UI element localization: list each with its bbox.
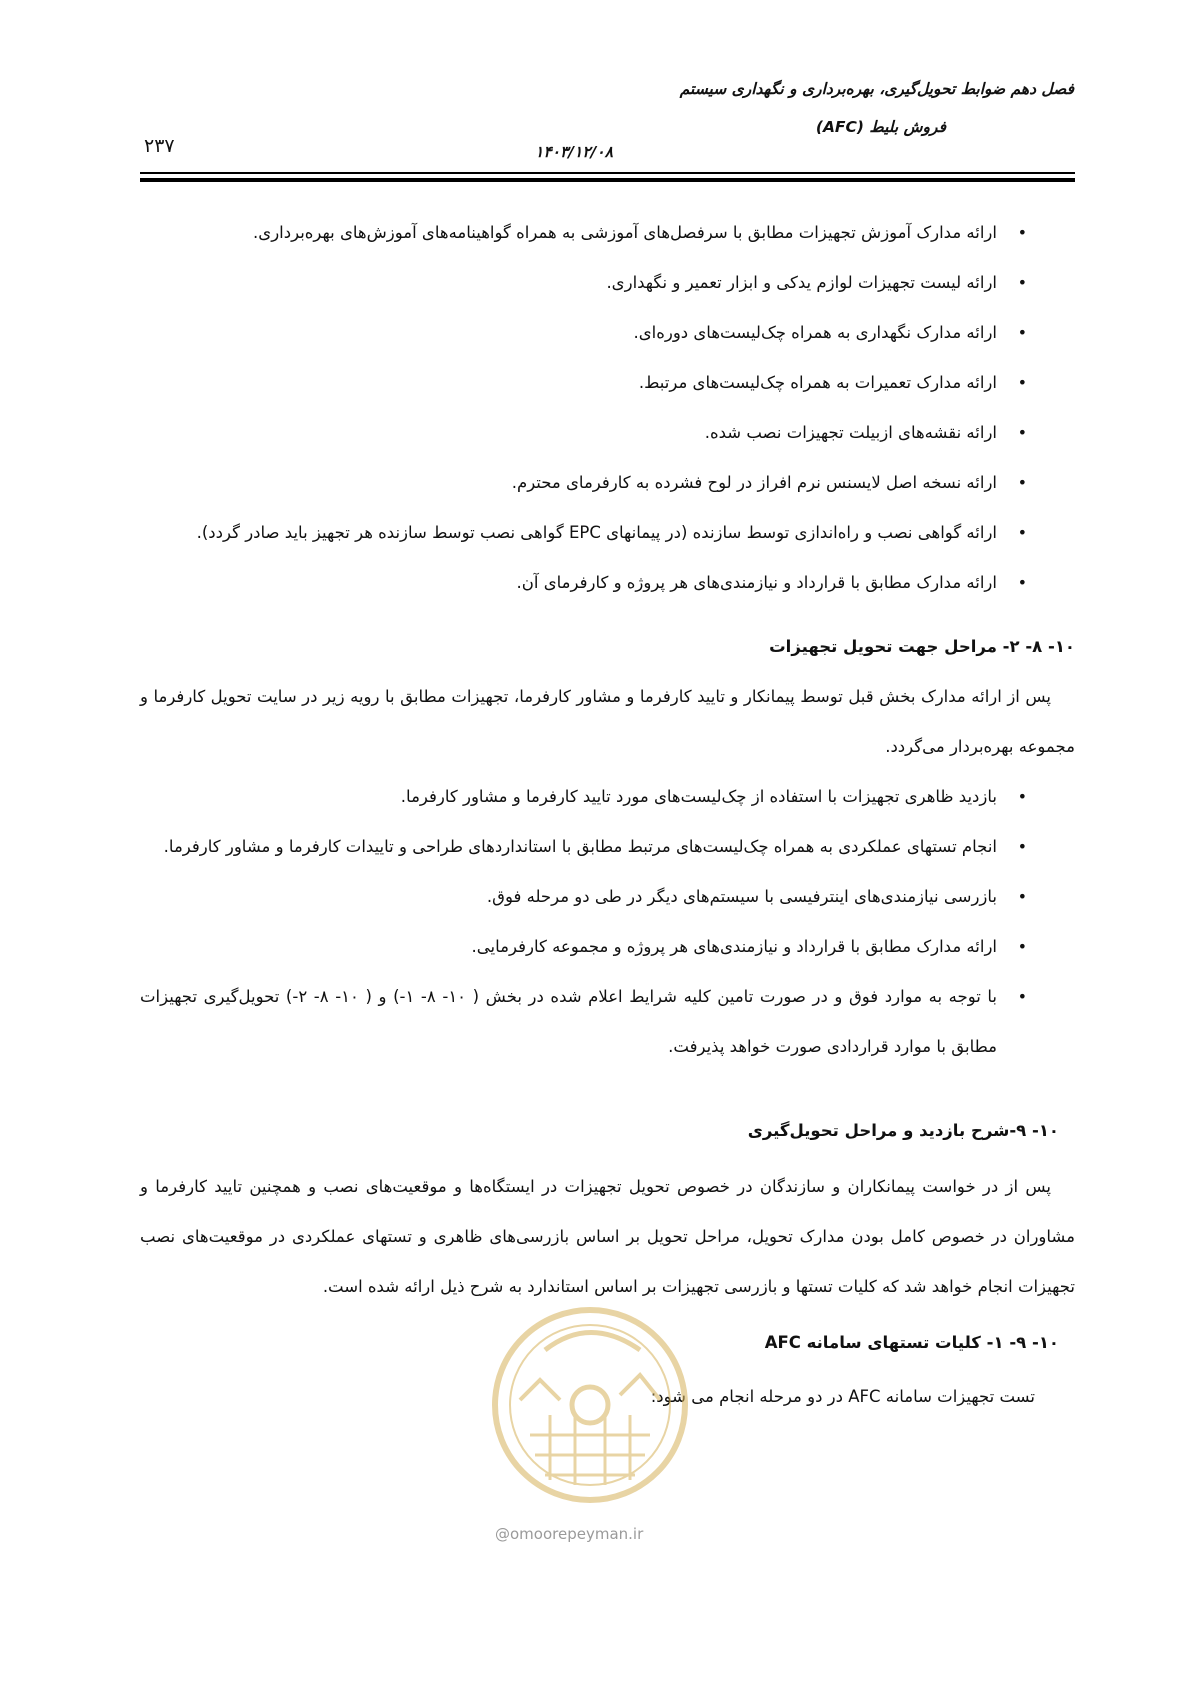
section-heading-10-8-2: ۱۰- ۸- ۲- مراحل جهت تحویل تجهیزات <box>769 637 1075 656</box>
section-heading-10-9: ۱۰- ۹-شرح بازدید و مراحل تحویل‌گیری <box>747 1121 1059 1140</box>
list-item: • ارائه مدارک تعمیرات به همراه چک‌لیست‌های مرتبط. <box>140 358 1075 408</box>
list-item: • ارائه مدارک آموزش تجهیزات مطابق با سرفصل‌های آموزشی به همراه گواهینامه‌های آموزش‌های بهره‌برداری. <box>140 208 1075 258</box>
header-subtitle: فروش بلیط (AFC) <box>815 118 946 136</box>
list-item: • بازرسی نیازمندی‌های اینترفیسی با سیستم‌های دیگر در طی دو مرحله فوق. <box>140 872 1075 922</box>
list-item: • ارائه گواهی نصب و راه‌اندازی توسط سازنده (در پیمانهای EPC گواهی نصب توسط سازنده هر تجهیز باید صادر گردد). <box>140 508 1075 558</box>
watermark-site: @omoorepeyman.ir <box>495 1525 644 1543</box>
section-paragraph-10-9: پس از در خواست پیمانکاران و سازندگان در خصوص تحویل تجهیزات در ایستگاه‌ها و موقعیت‌های نصب و همچنین تایید کارفرما و مشاوران در خصوص کامل بودن مدارک تحویل، مراحل تحویل بر اساس بازرسی‌های ظاهری و تستهای عملکردی در موقعیت‌های نصب تجهیزات انجام خواهد شد که کلیات تستها و بازرسی تجهیزات بر اساس استاندارد به شرح ذیل ارائه شده است. <box>140 1177 1075 1296</box>
header-chapter-title: فصل دهم ضوابط تحویل‌گیری، بهره‌برداری و نگهداری سیستم <box>679 80 1074 98</box>
page-content <box>140 208 1075 1422</box>
list-item: • بازدید ظاهری تجهیزات با استفاده از چک‌لیست‌های مورد تایید کارفرما و مشاور کارفرما. <box>140 772 1075 822</box>
header-date: ۱۴۰۳/۱۲/۰۸ <box>535 143 613 161</box>
section-heading-10-9-1: ۱۰- ۹- ۱- کلیات تستهای سامانه AFC <box>764 1333 1059 1352</box>
list-item: • انجام تستهای عملکردی به همراه چک‌لیست‌های مرتبط مطابق با استانداردهای طراحی و تاییدات کارفرما و مشاور کارفرما. <box>140 822 1075 872</box>
section-paragraph-10-8-2: پس از ارائه مدارک بخش قبل توسط پیمانکار و تایید کارفرما و مشاور کارفرما، تجهیزات مطابق با رویه زیر در سایت تحویل کارفرما و مجموعه بهره‌بردار می‌گردد. <box>140 687 1075 756</box>
list-item: • ارائه مدارک نگهداری به همراه چک‌لیست‌های دوره‌ای. <box>140 308 1075 358</box>
delivery-steps-list <box>140 772 1075 1072</box>
list-item: • با توجه به موارد فوق و در صورت تامین کلیه شرایط اعلام شده در بخش ( ۱۰- ۸- ۱-) و ( ۱۰- ۸- ۲-) تحویل‌گیری تجهیزات مطابق با موارد قراردادی صورت خواهد پذیرفت. <box>140 972 1075 1072</box>
list-item: • ارائه نقشه‌های ازبیلت تجهیزات نصب شده. <box>140 408 1075 458</box>
list-item: • ارائه مدارک مطابق با قرارداد و نیازمندی‌های هر پروژه و مجموعه کارفرمایی. <box>140 922 1075 972</box>
watermark-seal-icon <box>490 1305 690 1505</box>
list-item: • ارائه نسخه اصل لایسنس نرم افراز در لوح فشرده به کارفرمای محترم. <box>140 458 1075 508</box>
page-number: ۲۳۷ <box>144 135 175 157</box>
header-rule-thin <box>140 172 1075 174</box>
deliverables-list <box>140 208 1075 608</box>
section-paragraph-10-9-1: تست تجهیزات سامانه AFC در دو مرحله انجام می شود: <box>650 1387 1035 1406</box>
list-item: • ارائه مدارک مطابق با قرارداد و نیازمندی‌های هر پروژه و کارفرمای آن. <box>140 558 1075 608</box>
header-rule-thick <box>140 178 1075 182</box>
list-item: • ارائه لیست تجهیزات لوازم یدکی و ابزار تعمیر و نگهداری. <box>140 258 1075 308</box>
